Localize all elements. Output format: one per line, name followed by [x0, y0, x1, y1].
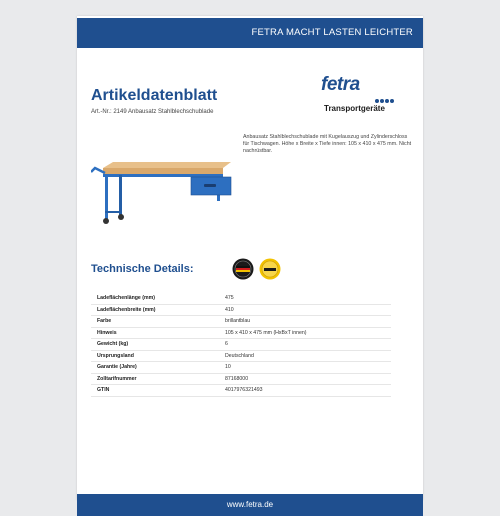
spec-label: Farbe	[91, 316, 219, 328]
spec-label: Ursprungsland	[91, 350, 219, 362]
spec-label: Garantie (Jahre)	[91, 362, 219, 374]
spec-value: 105 x 410 x 475 mm (HxBxT innen)	[219, 327, 391, 339]
section-title: Technische Details:	[91, 263, 194, 275]
table-row	[91, 362, 391, 374]
table-row	[91, 350, 391, 362]
table-row	[91, 293, 391, 304]
technical-specs-table	[91, 293, 391, 397]
table-row	[91, 385, 391, 397]
spec-value: 475	[219, 293, 391, 304]
spec-value: 6	[219, 339, 391, 351]
footer-url[interactable]: www.fetra.de	[226, 500, 274, 509]
footer-bar	[77, 494, 423, 516]
header-slogan: FETRA MACHT LASTEN LEICHTER	[251, 27, 413, 38]
spec-label: Hinweis	[91, 327, 219, 339]
article-number: Art.-Nr.: 2149 Anbausatz Stahlblechschublade	[91, 109, 214, 115]
spec-value: brillantblau	[219, 316, 391, 328]
datasheet-page	[77, 16, 423, 509]
spec-label: GTIN	[91, 385, 219, 397]
made-in-germany-badge-icon	[232, 258, 254, 280]
product-description: Anbausatz Stahlblechschublade mit Kugelauszug und Zylinderschloss für Tischwagen. Höhe x Breite x Tiefe innen: 105 x 410 x 475 mm. Nicht nachrüstbar.	[243, 134, 412, 154]
spec-value: 4017976321493	[219, 385, 391, 397]
table-row	[91, 373, 391, 385]
spec-label: Gewicht (kg)	[91, 339, 219, 351]
spec-label: Ladeflächenlänge (mm)	[91, 293, 219, 304]
table-row	[91, 304, 391, 316]
brand-logo: fetra	[321, 74, 360, 95]
product-image	[91, 128, 241, 228]
document-title: Artikeldatenblatt	[91, 87, 218, 104]
brand-tagline: Transportgeräte	[324, 104, 385, 113]
spec-value: 87168000	[219, 373, 391, 385]
spec-value: 10	[219, 362, 391, 374]
spec-label: Zolltarifnummer	[91, 373, 219, 385]
spec-value: 410	[219, 304, 391, 316]
spec-value: Deutschland	[219, 350, 391, 362]
table-row	[91, 327, 391, 339]
spec-label: Ladeflächenbreite (mm)	[91, 304, 219, 316]
warranty-10-years-badge-icon	[259, 258, 281, 280]
header-bar	[77, 18, 423, 48]
table-row	[91, 339, 391, 351]
table-row	[91, 316, 391, 328]
